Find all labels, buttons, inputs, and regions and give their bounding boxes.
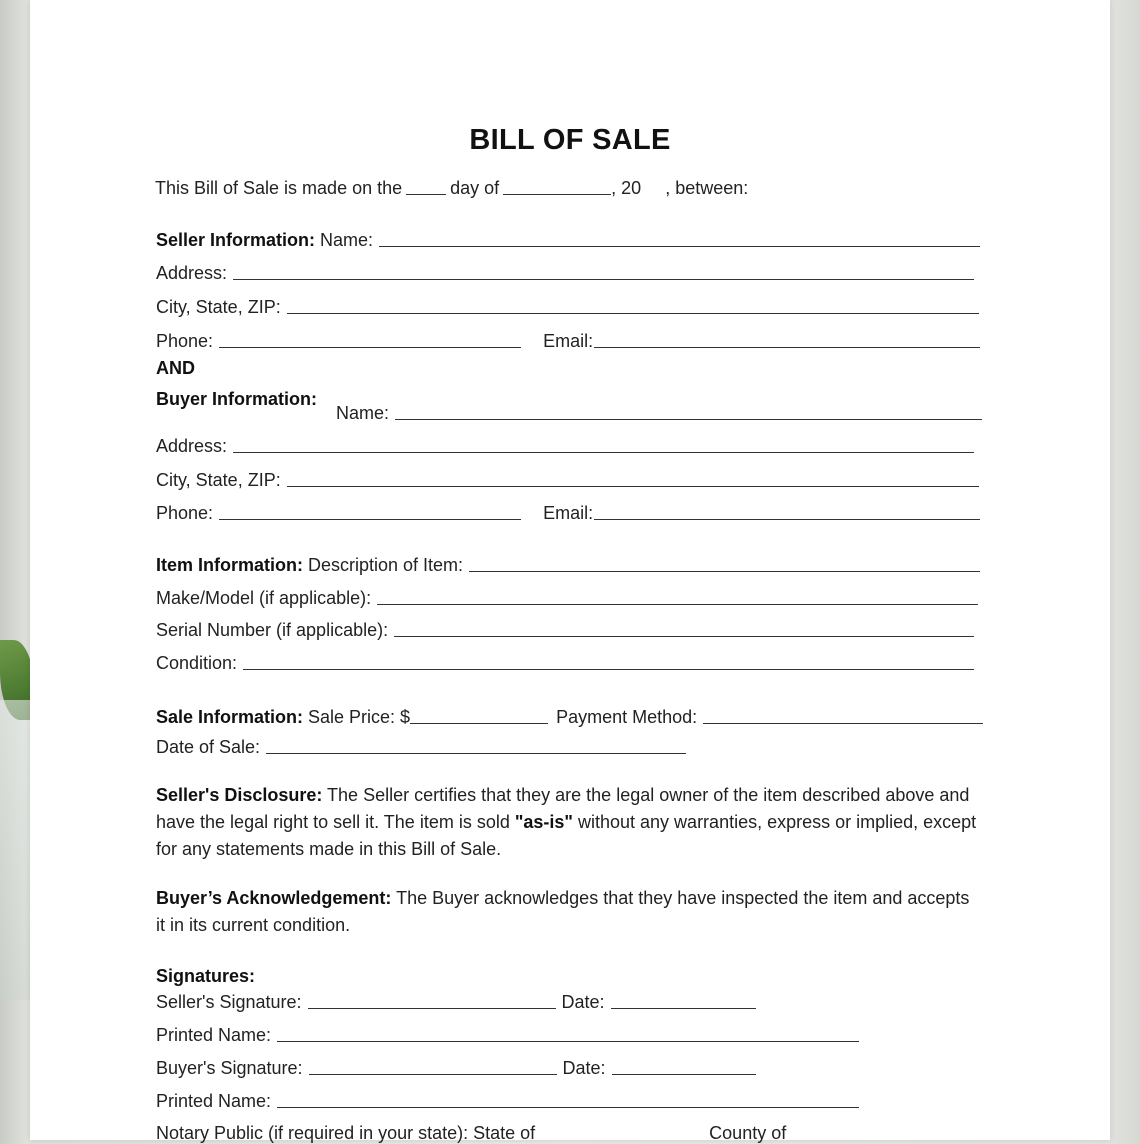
disclosure-text-2: without any warranties, express or implied, except for any statements made in this Bill of Sale. — [156, 812, 977, 859]
buyer-city-row — [156, 469, 979, 491]
buyer-name-row — [336, 402, 982, 424]
sale-date-field[interactable] — [266, 753, 686, 754]
item-serial-row — [156, 619, 974, 641]
seller-email-label: Email: — [543, 331, 594, 351]
item-description-field[interactable] — [469, 571, 980, 572]
intro-text-4: , between: — [665, 178, 749, 198]
seller-signature-date-field[interactable] — [611, 1008, 756, 1009]
item-heading: Item Information: — [156, 555, 303, 575]
intro-line — [155, 177, 748, 199]
document-page — [30, 0, 1110, 1143]
seller-name-label: Name: — [320, 230, 374, 250]
payment-method-label: Payment Method: — [556, 707, 698, 727]
seller-phone-label: Phone: — [156, 331, 214, 351]
item-description-label: Description of Item: — [308, 555, 464, 575]
sale-price-label: Sale Price: $ — [308, 707, 411, 727]
seller-signature-date-label: Date: — [561, 992, 605, 1012]
sale-price-field[interactable] — [410, 723, 548, 724]
seller-contact-row — [156, 330, 980, 352]
seller-signature-field[interactable] — [308, 1008, 556, 1009]
item-make-label: Make/Model (if applicable): — [156, 588, 372, 608]
seller-phone-field[interactable] — [219, 347, 521, 348]
intro-text-3: , 20 — [611, 178, 642, 198]
acknowledgement-text: The Buyer acknowledges that they have inspected the item and accepts it in its current condition. — [156, 888, 970, 935]
buyer-signature-row — [156, 1057, 756, 1079]
buyer-contact-row — [156, 502, 980, 524]
buyer-name-field[interactable] — [395, 419, 982, 420]
buyer-signature-label: Buyer's Signature: — [156, 1058, 303, 1078]
item-make-row — [156, 587, 978, 609]
item-description-row — [156, 554, 980, 576]
signatures-heading-row — [156, 965, 260, 987]
item-condition-label: Condition: — [156, 653, 238, 673]
acknowledgement-heading: Buyer’s Acknowledgement: — [156, 888, 392, 908]
seller-city-label: City, State, ZIP: — [156, 297, 281, 317]
seller-signature-label: Seller's Signature: — [156, 992, 302, 1012]
sale-heading: Sale Information: — [156, 707, 304, 727]
county-label: County of — [709, 1123, 787, 1143]
month-blank[interactable] — [503, 194, 611, 195]
notary-label: Notary Public (if required in your state): State of — [156, 1123, 536, 1143]
item-serial-field[interactable] — [394, 636, 974, 637]
item-serial-label: Serial Number (if applicable): — [156, 620, 389, 640]
item-make-field[interactable] — [377, 604, 978, 605]
buyer-phone-field[interactable] — [219, 519, 521, 520]
seller-city-field[interactable] — [287, 313, 979, 314]
buyer-signature-date-field[interactable] — [612, 1074, 756, 1075]
item-condition-row — [156, 652, 974, 674]
disclosure-text-1: The Seller certifies that they are the legal owner of the item described above and have the legal right to sell it. The item is sold — [156, 785, 970, 832]
seller-heading: Seller Information: — [156, 230, 316, 250]
seller-address-row — [156, 262, 974, 284]
sale-date-row — [156, 736, 686, 758]
buyer-printed-name-field[interactable] — [277, 1107, 859, 1108]
buyer-city-label: City, State, ZIP: — [156, 470, 281, 490]
seller-address-field[interactable] — [233, 279, 974, 280]
buyer-signature-date-label: Date: — [562, 1058, 606, 1078]
buyer-printed-name-row — [156, 1090, 859, 1112]
notary-row — [156, 1122, 916, 1144]
buyer-heading-row — [156, 388, 322, 410]
seller-name-field[interactable] — [379, 246, 980, 247]
glass-vase-decoration — [0, 700, 30, 1000]
seller-name-row — [156, 229, 980, 251]
sale-price-row — [156, 706, 983, 728]
sale-date-label: Date of Sale: — [156, 737, 261, 757]
buyer-phone-label: Phone: — [156, 503, 214, 523]
buyer-address-field[interactable] — [233, 452, 974, 453]
intro-text-1: This Bill of Sale is made on the — [155, 178, 403, 198]
and-label-row — [156, 357, 200, 379]
seller-printed-name-row — [156, 1024, 859, 1046]
buyer-printed-name-label: Printed Name: — [156, 1091, 272, 1111]
day-blank[interactable] — [406, 194, 446, 195]
seller-printed-name-label: Printed Name: — [156, 1025, 272, 1045]
signatures-heading: Signatures: — [156, 966, 256, 986]
disclosure-heading: Seller's Disclosure: — [156, 785, 323, 805]
buyer-email-label: Email: — [543, 503, 594, 523]
seller-address-label: Address: — [156, 263, 228, 283]
buyer-name-label: Name: — [336, 403, 390, 423]
intro-text-2: day of — [450, 178, 500, 198]
seller-printed-name-field[interactable] — [277, 1041, 859, 1042]
buyer-city-field[interactable] — [287, 486, 979, 487]
seller-email-field[interactable] — [594, 347, 980, 348]
buyer-acknowledgement-paragraph — [156, 885, 976, 939]
buyer-heading: Buyer Information: — [156, 389, 318, 409]
as-is-text: "as-is" — [514, 812, 573, 832]
buyer-email-field[interactable] — [594, 519, 980, 520]
buyer-signature-field[interactable] — [309, 1074, 557, 1075]
seller-signature-row — [156, 991, 756, 1013]
buyer-address-row — [156, 435, 974, 457]
buyer-address-label: Address: — [156, 436, 228, 456]
item-condition-field[interactable] — [243, 669, 974, 670]
payment-method-field[interactable] — [703, 723, 983, 724]
and-label: AND — [156, 358, 195, 378]
document-title: BILL OF SALE — [469, 124, 671, 156]
seller-disclosure-paragraph — [156, 782, 996, 863]
seller-city-row — [156, 296, 979, 318]
